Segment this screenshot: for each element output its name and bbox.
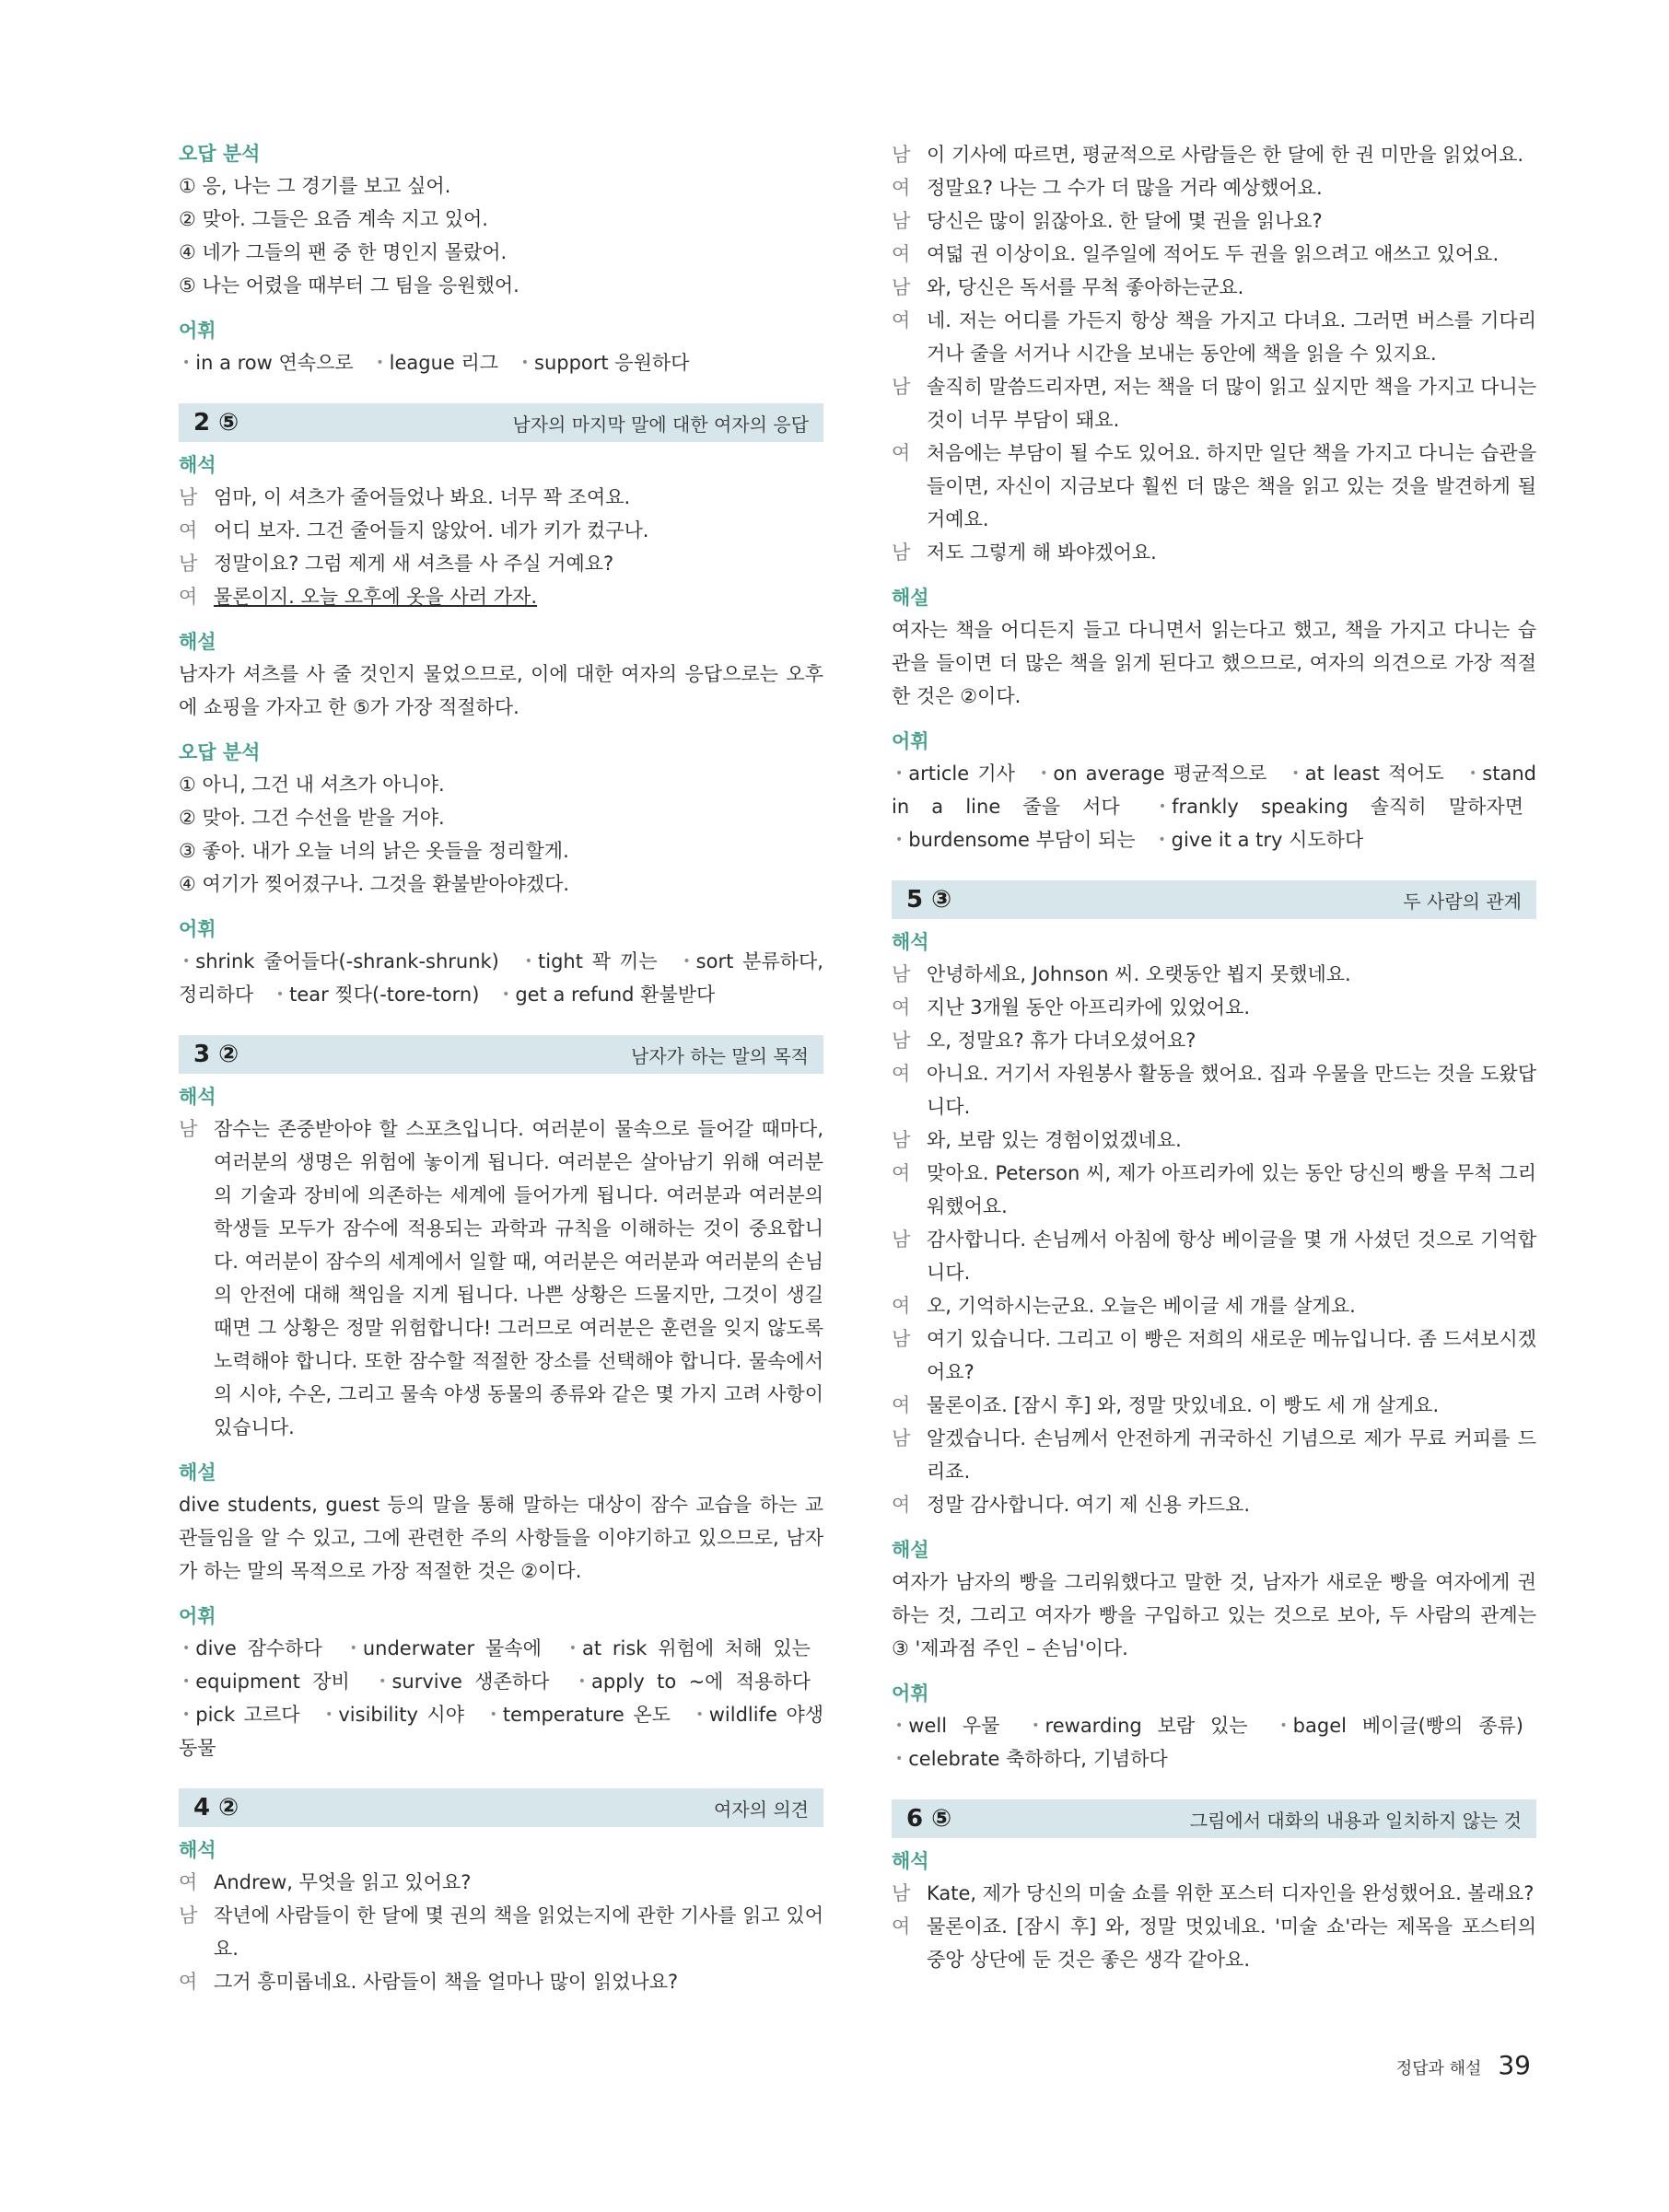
footer-title: 정답과 해설 — [1395, 2059, 1482, 2078]
speaker: 여 — [892, 1162, 911, 1184]
dialogue-text: 물론이죠. [잠시 후] 와, 정말 멋있네요. '미술 쇼'라는 제목을 포스터의 중앙 상단에 둔 것은 좋은 생각 같아요. — [927, 1915, 1536, 1971]
left-column — [179, 138, 823, 1998]
section-label: 어휘 — [179, 1605, 216, 1627]
dialogue-line — [892, 958, 1536, 991]
dialogue-line — [892, 370, 1536, 437]
question-topic: 남자가 하는 말의 목적 — [631, 1044, 809, 1067]
dialogue-text: 솔직히 말씀드리자면, 저는 책을 더 많이 읽고 싶지만 책을 가지고 다니는 것이 너무 부담이 돼요. — [927, 376, 1536, 431]
question-number: 4 ② — [193, 1794, 239, 1822]
dialogue-line — [892, 204, 1536, 238]
dialogue-text: 이 기사에 따르면, 평균적으로 사람들은 한 달에 한 권 미만을 읽었어요. — [927, 144, 1524, 166]
dialogue-line — [892, 1223, 1536, 1289]
vocab-item: • burdensome 부담이 되는 — [892, 829, 1136, 851]
section-label: 어휘 — [892, 730, 929, 752]
dialogue-text: 물론이죠. [잠시 후] 와, 정말 맛있네요. 이 빵도 세 개 살게요. — [927, 1394, 1440, 1416]
list-item: ② 맞아. 그들은 요즘 계속 지고 있어. — [179, 208, 488, 230]
page-number: 39 — [1498, 2050, 1531, 2080]
dialogue-line — [179, 1866, 823, 1899]
vocab-list — [179, 1632, 823, 1764]
dialogue-line — [179, 481, 823, 514]
dialogue-text: 지난 3개월 동안 아프리카에 있었어요. — [927, 996, 1251, 1019]
speaker: 남 — [892, 144, 911, 166]
dialogue-line — [892, 138, 1536, 171]
section-label: 해설 — [179, 631, 216, 653]
question-topic: 남자의 마지막 말에 대한 여자의 응답 — [512, 413, 809, 436]
dialogue-text: 정말요? 나는 그 수가 더 많을 거라 예상했어요. — [927, 177, 1323, 199]
dialogue-line — [892, 238, 1536, 271]
vocab-item: • give it a try 시도하다 — [1154, 829, 1363, 851]
vocab-item: • tear 찢다(-tore-torn) — [273, 984, 480, 1006]
speaker: 남 — [892, 541, 911, 564]
section-label: 해석 — [179, 454, 216, 476]
vocab-item: • dive 잠수하다 — [179, 1637, 322, 1659]
dialogue-line — [892, 1057, 1536, 1123]
explanation-text: dive students, guest 등의 말을 통해 말하는 대상이 잠수 교습을 하는 교관들임을 알 수 있고, 그에 관련한 주의 사항들을 이야기하고 있으므로, 남자가 하는 말의 목적으로 가장 적절한 것은 ②이다. — [179, 1494, 823, 1582]
dialogue-line — [892, 1024, 1536, 1057]
question-topic: 그림에서 대화의 내용과 일치하지 않는 것 — [1189, 1809, 1522, 1832]
vocab-item: • well 우물 — [892, 1715, 999, 1737]
vocab-list — [179, 346, 823, 379]
dialogue-text: 어디 보자. 그건 줄어들지 않았어. 네가 키가 컸구나. — [214, 519, 649, 541]
question-topic: 여자의 의견 — [714, 1798, 809, 1821]
speaker: 남 — [179, 553, 198, 575]
question-number: 6 ⑤ — [906, 1805, 952, 1833]
dialogue-line — [892, 1123, 1536, 1157]
section-label: 오답 분석 — [179, 741, 261, 763]
section-label: 오답 분석 — [179, 143, 261, 165]
dialogue-line — [892, 1488, 1536, 1521]
list-item: ② 맞아. 그건 수선을 받을 거야. — [179, 807, 445, 829]
speaker: 여 — [892, 177, 911, 199]
question-number: 5 ③ — [906, 886, 952, 914]
dialogue-text: Kate, 제가 당신의 미술 쇼를 위한 포스터 디자인을 완성했어요. 볼래요? — [927, 1882, 1535, 1904]
dialogue-text: 정말 감사합니다. 여기 제 신용 카드요. — [927, 1494, 1251, 1516]
dialogue-text: 감사합니다. 손님께서 아침에 항상 베이글을 몇 개 사셨던 것으로 기억합니다. — [927, 1228, 1536, 1284]
section-label: 어휘 — [179, 320, 216, 342]
dialogue-line — [892, 1322, 1536, 1389]
dialogue-line — [179, 1112, 823, 1444]
speaker: 여 — [892, 1063, 911, 1085]
speaker: 남 — [892, 1228, 911, 1251]
speaker: 남 — [892, 1129, 911, 1151]
dialogue-text: 와, 보람 있는 경험이었겠네요. — [927, 1129, 1182, 1151]
dialogue-text: 작년에 사람들이 한 달에 몇 권의 책을 읽었는지에 관한 기사를 읽고 있어요. — [214, 1904, 823, 1960]
speaker: 여 — [892, 996, 911, 1019]
section-label: 해석 — [892, 931, 929, 953]
speaker: 남 — [892, 963, 911, 985]
speaker: 남 — [892, 210, 911, 232]
dialogue-line — [892, 1389, 1536, 1422]
dialogue-text: 처음에는 부담이 될 수도 있어요. 하지만 일단 책을 가지고 다니는 습관을 들이면, 자신이 지금보다 훨씬 더 많은 책을 읽고 있는 것을 발견하게 될 거예요. — [927, 442, 1536, 530]
speaker: 남 — [179, 1118, 198, 1140]
vocab-item: • frankly speaking 솔직히 말하자면 — [1155, 796, 1523, 818]
dialogue-text: 그거 흥미롭네요. 사람들이 책을 얼마나 많이 읽었나요? — [214, 1971, 679, 1993]
speaker: 남 — [179, 1904, 198, 1927]
explanation-text: 남자가 셔츠를 사 줄 것인지 물었으므로, 이에 대한 여자의 응답으로는 오후에 쇼핑을 가자고 한 ⑤가 가장 적절하다. — [179, 663, 823, 718]
vocab-item: • tight 꽉 끼는 — [521, 950, 658, 972]
section-label: 해석 — [179, 1839, 216, 1861]
dialogue-line — [179, 1899, 823, 1965]
section-label: 어휘 — [892, 1682, 929, 1705]
dialogue-line — [179, 514, 823, 547]
vocab-item: • league 리그 — [372, 352, 498, 374]
list-item: ③ 좋아. 내가 오늘 너의 낡은 옷들을 정리할게. — [179, 840, 569, 862]
question-header — [892, 1799, 1536, 1838]
vocab-item: • visibility 시야 — [321, 1704, 464, 1726]
dialogue-text: 맞아요. Peterson 씨, 제가 아프리카에 있는 동안 당신의 빵을 무척 그리워했어요. — [927, 1162, 1536, 1217]
dialogue-line — [892, 1422, 1536, 1488]
dialogue-text: 여기 있습니다. 그리고 이 빵은 저희의 새로운 메뉴입니다. 좀 드셔보시겠어요? — [927, 1328, 1536, 1383]
vocab-item: • in a row 연속으로 — [179, 352, 354, 374]
speaker: 여 — [179, 1871, 198, 1893]
dialogue-text: 저도 그렇게 해 봐야겠어요. — [927, 541, 1157, 564]
dialogue-line — [892, 1289, 1536, 1322]
vocab-item: • rewarding 보람 있는 — [1028, 1715, 1247, 1737]
dialogue-line — [179, 580, 823, 613]
dialogue-text: 잠수는 존중받아야 할 스포츠입니다. 여러분이 물속으로 들어갈 때마다, 여러분의 생명은 위험에 놓이게 됩니다. 여러분은 살아남기 위해 여러분의 기술과 장비에 의존하는 세계에 들어가게 됩니다. 여러분과 여러분의 학생들 모두가 잠수에 적용되는 과학과 규칙을 이해하는 것이 중요합니다. 여러분이 잠수의 세계에서 일할 때, 여러분은 여러분과 여러분의 손님의 안전에 대해 책임을 지게 됩니다. 나쁜 상황은 드물지만, 그것이 생길 때면 그 상황은 정말 위험합니다! 그러므로 여러분은 훈련을 잊지 않도록 노력해야 합니다. 또한 잠수할 적절한 장소를 선택해야 합니다. 물속에서의 시야, 수온, 그리고 물속 야생 동물의 종류와 같은 몇 가지 고려 사항이 있습니다. — [214, 1118, 823, 1438]
speaker: 여 — [179, 586, 198, 608]
dialogue-line — [892, 437, 1536, 536]
vocab-item: • bagel 베이글(빵의 종류) — [1276, 1715, 1523, 1737]
dialogue-text: 오, 정말요? 휴가 다녀오셨어요? — [927, 1030, 1196, 1052]
dialogue-text: 정말이요? 그럼 제게 새 셔츠를 사 주실 거예요? — [214, 553, 614, 575]
dialogue-line — [179, 547, 823, 580]
speaker: 여 — [892, 1295, 911, 1317]
vocab-list — [179, 945, 823, 1011]
section-label: 해설 — [179, 1461, 216, 1484]
dialogue-line — [892, 271, 1536, 304]
list-item: ① 응, 나는 그 경기를 보고 싶어. — [179, 175, 451, 197]
speaker: 남 — [179, 486, 198, 508]
dialogue-line — [892, 1877, 1536, 1910]
dialogue-text: 와, 당신은 독서를 무척 좋아하는군요. — [927, 276, 1244, 298]
dialogue-text: 안녕하세요, Johnson 씨. 오랫동안 뵙지 못했네요. — [927, 963, 1351, 985]
dialogue-line — [892, 304, 1536, 370]
section-label: 해석 — [179, 1086, 216, 1108]
dialogue-line — [892, 991, 1536, 1024]
speaker: 여 — [892, 309, 911, 332]
speaker: 남 — [892, 276, 911, 298]
vocab-item: • at least 적어도 — [1288, 763, 1443, 785]
vocab-item: • sort 분류하다, 정리하다 — [179, 950, 823, 1006]
dialogue-text: 아니요. 거기서 자원봉사 활동을 했어요. 집과 우물을 만드는 것을 도왔답니다. — [927, 1063, 1536, 1118]
question-number: 3 ② — [193, 1041, 239, 1068]
vocab-item: • get a refund 환불받다 — [498, 984, 715, 1006]
dialogue-line — [892, 1157, 1536, 1223]
vocab-item: • underwater 물속에 — [346, 1637, 542, 1659]
section-label: 해석 — [892, 1850, 929, 1872]
section-label: 해설 — [892, 587, 929, 609]
vocab-item: • temperature 온도 — [486, 1704, 671, 1726]
vocab-item: • celebrate 축하하다, 기념하다 — [892, 1748, 1168, 1770]
speaker: 여 — [892, 442, 911, 464]
list-item: ① 아니, 그건 내 셔츠가 아니야. — [179, 774, 445, 796]
question-header — [179, 1035, 823, 1074]
speaker: 여 — [892, 243, 911, 265]
speaker: 여 — [179, 519, 198, 541]
dialogue-line — [892, 1910, 1536, 1976]
dialogue-text: 엄마, 이 셔츠가 줄어들었나 봐요. 너무 꽉 조여요. — [214, 486, 631, 508]
right-column — [892, 138, 1536, 1976]
speaker: 여 — [892, 1494, 911, 1516]
vocab-list — [892, 757, 1536, 856]
speaker: 여 — [179, 1971, 198, 1993]
speaker: 남 — [892, 1328, 911, 1350]
vocab-item: • survive 생존하다 — [375, 1671, 549, 1693]
vocab-item: • pick 고르다 — [179, 1704, 300, 1726]
question-number: 2 ⑤ — [193, 409, 239, 437]
speaker: 여 — [892, 1394, 911, 1416]
vocab-item: • support 응원하다 — [518, 352, 690, 374]
dialogue-text: 여덟 권 이상이요. 일주일에 적어도 두 권을 읽으려고 애쓰고 있어요. — [927, 243, 1500, 265]
vocab-item: • article 기사 — [892, 763, 1015, 785]
dialogue-text: 네. 저는 어디를 가든지 항상 책을 가지고 다녀요. 그러면 버스를 기다리거나 줄을 서거나 시간을 보내는 동안에 책을 읽을 수 있지요. — [927, 309, 1536, 365]
dialogue-text: Andrew, 무엇을 읽고 있어요? — [214, 1871, 472, 1893]
dialogue-text: 알겠습니다. 손님께서 안전하게 귀국하신 기념으로 제가 무료 커피를 드리죠. — [927, 1427, 1536, 1483]
vocab-item: • stand in a line 줄을 서다 — [892, 763, 1536, 818]
list-item: ④ 네가 그들의 팬 중 한 명인지 몰랐어. — [179, 241, 508, 263]
page-footer — [1396, 2050, 1531, 2080]
question-header — [892, 880, 1536, 919]
speaker: 여 — [892, 1915, 911, 1938]
dialogue-line — [892, 171, 1536, 204]
question-header — [179, 1788, 823, 1827]
vocab-item: • apply to ~에 적용하다 — [575, 1671, 811, 1693]
dialogue-line — [892, 536, 1536, 569]
vocab-item: • equipment 장비 — [179, 1671, 350, 1693]
explanation-text: 여자는 책을 어디든지 들고 다니면서 읽는다고 했고, 책을 가지고 다니는 습관을 들이면 더 많은 책을 읽게 된다고 했으므로, 여자의 의견으로 가장 적절한 것은 ②이다. — [892, 619, 1536, 707]
vocab-item: • on average 평균적으로 — [1036, 763, 1266, 785]
question-topic: 두 사람의 관계 — [1403, 890, 1522, 913]
speaker: 남 — [892, 376, 911, 398]
dialogue-text: 당신은 많이 읽잖아요. 한 달에 몇 권을 읽나요? — [927, 210, 1323, 232]
speaker: 남 — [892, 1882, 911, 1904]
explanation-text: 여자가 남자의 빵을 그리워했다고 말한 것, 남자가 새로운 빵을 여자에게 권하는 것, 그리고 여자가 빵을 구입하고 있는 것으로 보아, 두 사람의 관계는 ③ '제과점 주인 – 손님'이다. — [892, 1571, 1536, 1659]
dialogue-line — [179, 1965, 823, 1998]
section-label: 어휘 — [179, 918, 216, 940]
section-label: 해설 — [892, 1539, 929, 1561]
vocab-item: • wildlife 야생 동물 — [179, 1704, 823, 1759]
vocab-item: • at risk 위험에 처해 있는 — [566, 1637, 811, 1659]
list-item: ④ 여기가 찢어졌구나. 그것을 환불받아야겠다. — [179, 873, 570, 895]
vocab-item: • shrink 줄어들다(-shrank-shrunk) — [179, 950, 499, 972]
question-header — [179, 403, 823, 442]
speaker: 남 — [892, 1030, 911, 1052]
dialogue-text: 오, 기억하시는군요. 오늘은 베이글 세 개를 살게요. — [927, 1295, 1356, 1317]
list-item: ⑤ 나는 어렸을 때부터 그 팀을 응원했어. — [179, 274, 519, 297]
dialogue-text: 물론이지. 오늘 오후에 옷을 사러 가자. — [214, 586, 538, 608]
vocab-list — [892, 1709, 1536, 1775]
speaker: 남 — [892, 1427, 911, 1449]
